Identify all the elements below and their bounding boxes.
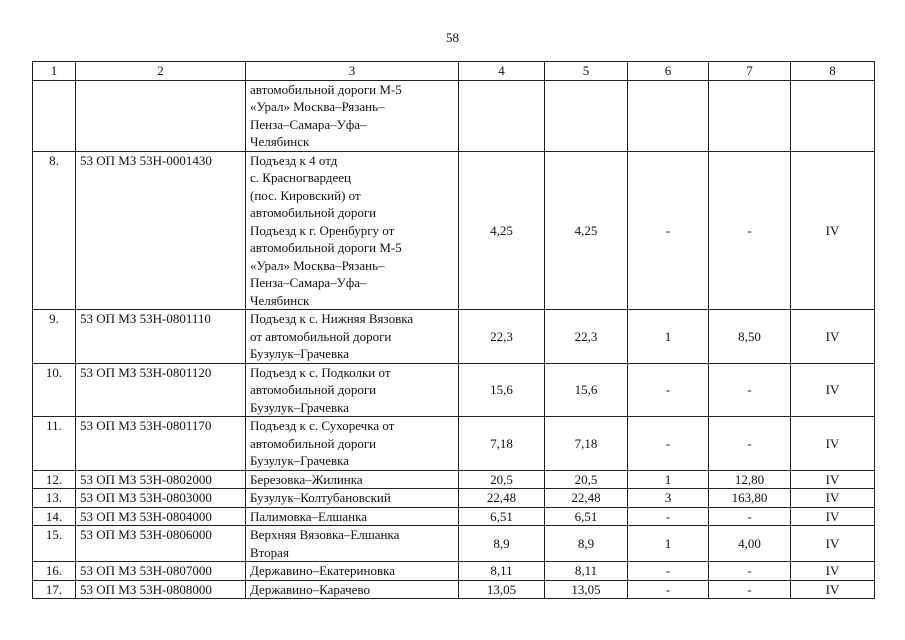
road-name-line: Березовка–Жилинка [250, 471, 363, 487]
road-name-line: автомобильной дороги [250, 382, 377, 397]
category-cell: IV [791, 580, 875, 599]
row-number-cell [33, 80, 76, 151]
length-total-cell [459, 80, 545, 151]
bridges-length-cell: - [709, 562, 791, 581]
page-number: 58 [446, 30, 459, 45]
road-name-cell [246, 526, 459, 562]
bridges-length-cell: - [709, 580, 791, 599]
header-col-3: 3 [246, 62, 459, 81]
bridges-count-cell: - [628, 363, 709, 417]
road-code-cell: 53 ОП МЗ 53Н-0801110 [76, 310, 246, 364]
road-code-cell: 53 ОП МЗ 53Н-0803000 [76, 489, 246, 508]
table-row [33, 417, 875, 471]
bridges-length-cell [709, 80, 791, 151]
bridges-count-cell: 3 [628, 489, 709, 508]
category-cell: IV [791, 417, 875, 471]
category-cell: IV [791, 310, 875, 364]
road-name-line: Подъезд к с. Подколки от [250, 364, 391, 380]
bridges-count-cell: - [628, 417, 709, 471]
road-name-line: Подъезд к г. Оренбургу от [250, 222, 395, 238]
header-col-6: 6 [628, 62, 709, 81]
road-code-cell: 53 ОП МЗ 53Н-0801120 [76, 363, 246, 417]
bridges-length-cell: - [709, 417, 791, 471]
row-number-cell: 11. [33, 417, 76, 471]
bridges-length-cell: - [709, 151, 791, 310]
length-cell: 22,48 [545, 489, 628, 508]
header-col-4: 4 [459, 62, 545, 81]
length-total-cell: 7,18 [459, 417, 545, 471]
road-name-cell [246, 80, 459, 151]
road-code-cell: 53 ОП МЗ 53Н-0001430 [76, 151, 246, 310]
bridges-length-cell: 8,50 [709, 310, 791, 364]
row-number-cell: 9. [33, 310, 76, 364]
length-total-cell: 6,51 [459, 507, 545, 526]
length-total-cell: 13,05 [459, 580, 545, 599]
header-col-2: 2 [76, 62, 246, 81]
continuation-row [33, 80, 875, 151]
header-row [33, 62, 875, 81]
road-name-line: Верхняя Вязовка–Елшанка [250, 527, 400, 542]
road-name-line: автомобильной дороги М-5 [250, 240, 402, 255]
category-cell: IV [791, 470, 875, 489]
road-name-line: «Урал» Москва–Рязань– [250, 99, 385, 114]
road-name-cell [246, 310, 459, 364]
road-name-line: автомобильной дороги М-5 [250, 81, 402, 97]
road-code-cell: 53 ОП МЗ 53Н-0801170 [76, 417, 246, 471]
road-code-cell [76, 80, 246, 151]
road-name-line: Челябинск [250, 292, 310, 308]
road-name-line: Пенза–Самара–Уфа– [250, 116, 367, 132]
road-name-line: Бузулук–Грачевка [250, 453, 350, 468]
road-name-line: Вторая [250, 544, 289, 560]
category-cell: IV [791, 151, 875, 310]
length-cell: 8,9 [545, 526, 628, 562]
road-name-cell [246, 151, 459, 310]
road-code-cell: 53 ОП МЗ 53Н-0808000 [76, 580, 246, 599]
category-cell: IV [791, 489, 875, 508]
length-total-cell: 8,9 [459, 526, 545, 562]
bridges-count-cell [628, 80, 709, 151]
road-name-cell [246, 470, 459, 489]
category-cell: IV [791, 363, 875, 417]
bridges-count-cell: 1 [628, 526, 709, 562]
length-total-cell: 4,25 [459, 151, 545, 310]
length-cell: 8,11 [545, 562, 628, 581]
road-code-cell: 53 ОП МЗ 53Н-0804000 [76, 507, 246, 526]
road-name-cell [246, 580, 459, 599]
row-number-cell: 12. [33, 470, 76, 489]
table-row [33, 151, 875, 310]
length-cell: 7,18 [545, 417, 628, 471]
bridges-length-cell: - [709, 363, 791, 417]
road-name-line: автомобильной дороги [250, 435, 377, 451]
row-number-cell: 10. [33, 363, 76, 417]
road-name-line: Подъезд к 4 отд [250, 152, 338, 168]
road-name-cell [246, 489, 459, 508]
road-name-line: от автомобильной дороги [250, 328, 392, 344]
row-number-cell: 13. [33, 489, 76, 508]
length-total-cell: 8,11 [459, 562, 545, 581]
bridges-count-cell: 1 [628, 310, 709, 364]
bridges-count-cell: 1 [628, 470, 709, 489]
length-cell: 20,5 [545, 470, 628, 489]
road-name-line: Подъезд к с. Сухоречка от [250, 418, 395, 433]
header-col-5: 5 [545, 62, 628, 81]
bridges-length-cell: 163,80 [709, 489, 791, 508]
bridges-length-cell: 12,80 [709, 470, 791, 489]
header-col-8: 8 [791, 62, 875, 81]
road-name-line: Державино–Екатериновка [250, 563, 395, 578]
roads-table [32, 61, 875, 599]
table-row [33, 526, 875, 562]
category-cell: IV [791, 507, 875, 526]
table-row [33, 562, 875, 581]
table-row [33, 580, 875, 599]
road-code-cell: 53 ОП МЗ 53Н-0807000 [76, 562, 246, 581]
table-row [33, 310, 875, 364]
row-number-cell: 15. [33, 526, 76, 562]
length-cell: 13,05 [545, 580, 628, 599]
table-row [33, 489, 875, 508]
category-cell [791, 80, 875, 151]
road-name-line: Державино–Карачево [250, 581, 370, 597]
road-name-line: «Урал» Москва–Рязань– [250, 257, 385, 273]
road-name-line: с. Красногвардеец [250, 170, 351, 185]
road-name-line: Челябинск [250, 134, 310, 149]
category-cell: IV [791, 526, 875, 562]
table-row [33, 470, 875, 489]
bridges-count-cell: - [628, 580, 709, 599]
road-name-cell [246, 562, 459, 581]
road-name-line: Подъезд к с. Нижняя Вязовка [250, 311, 414, 326]
header-col-7: 7 [709, 62, 791, 81]
bridges-count-cell: - [628, 151, 709, 310]
category-cell: IV [791, 562, 875, 581]
bridges-count-cell: - [628, 562, 709, 581]
road-name-line: Бузулук–Грачевка [250, 399, 350, 415]
length-cell [545, 80, 628, 151]
row-number-cell: 16. [33, 562, 76, 581]
length-cell: 15,6 [545, 363, 628, 417]
road-name-line: Бузулук–Грачевка [250, 346, 350, 361]
road-code-cell: 53 ОП МЗ 53Н-0806000 [76, 526, 246, 562]
road-name-cell [246, 417, 459, 471]
length-cell: 4,25 [545, 151, 628, 310]
length-total-cell: 15,6 [459, 363, 545, 417]
road-name-cell [246, 507, 459, 526]
table-row [33, 507, 875, 526]
length-total-cell: 20,5 [459, 470, 545, 489]
row-number-cell: 14. [33, 507, 76, 526]
bridges-length-cell: 4,00 [709, 526, 791, 562]
bridges-count-cell: - [628, 507, 709, 526]
length-total-cell: 22,3 [459, 310, 545, 364]
length-cell: 22,3 [545, 310, 628, 364]
road-name-line: Палимовка–Елшанка [250, 508, 368, 524]
road-name-cell [246, 363, 459, 417]
header-col-1: 1 [33, 62, 76, 81]
bridges-length-cell: - [709, 507, 791, 526]
row-number-cell: 8. [33, 151, 76, 310]
road-name-line: (пос. Кировский) от [250, 187, 361, 203]
length-cell: 6,51 [545, 507, 628, 526]
row-number-cell: 17. [33, 580, 76, 599]
road-name-line: Пенза–Самара–Уфа– [250, 275, 367, 290]
road-name-line: Бузулук–Колтубановский [250, 490, 391, 505]
length-total-cell: 22,48 [459, 489, 545, 508]
table-row [33, 363, 875, 417]
road-code-cell: 53 ОП МЗ 53Н-0802000 [76, 470, 246, 489]
road-name-line: автомобильной дороги [250, 205, 377, 220]
